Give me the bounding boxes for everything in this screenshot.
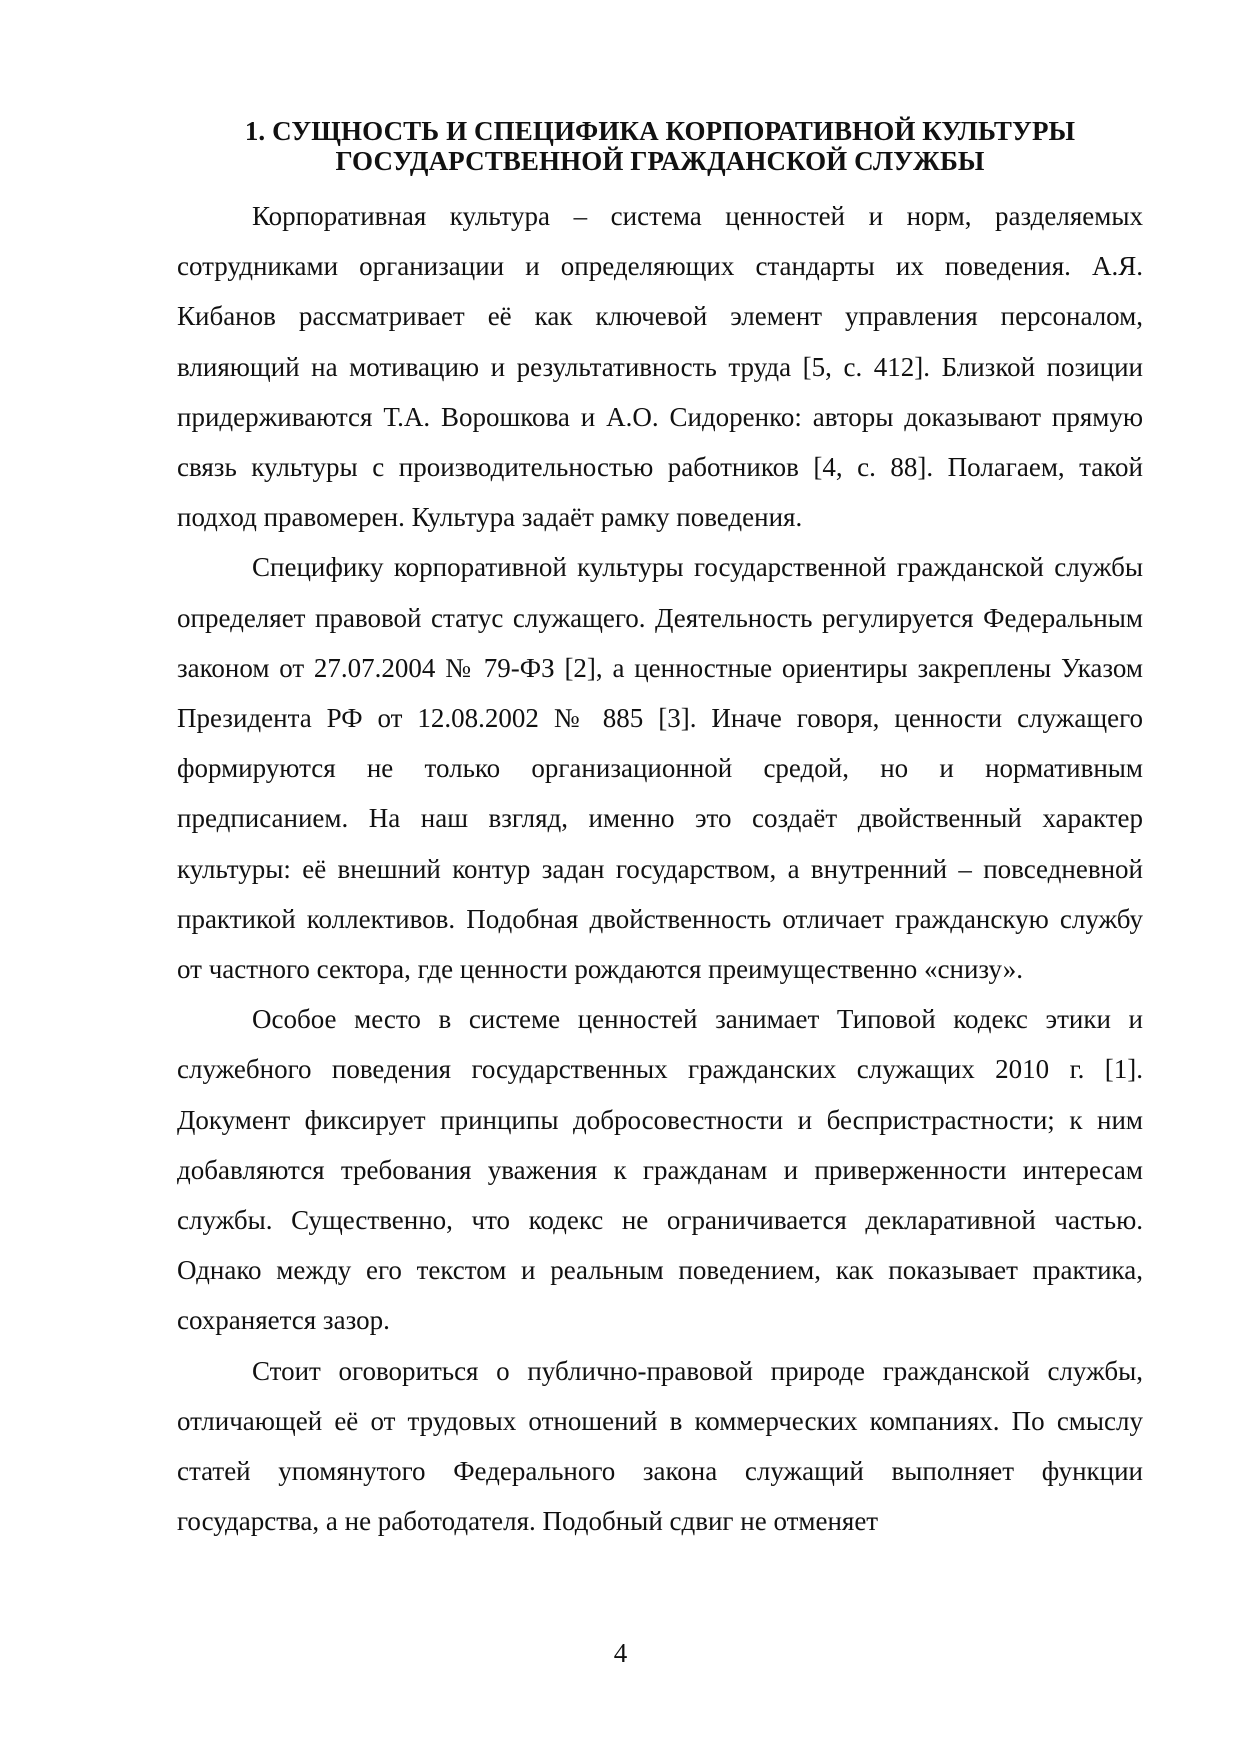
paragraph-3: Особое место в системе ценностей занимает Типовой кодекс этики и служебного поведения государственных гражданских служащих 2010 г. [1]. Документ фиксирует принципы добросовестности и беспристрастности; к ним добавляются требования уважения к гражданам и приверженности интересам службы. Существенно, что кодекс не ограничивается декларативной частью. Однако между его текстом и реальным поведением, как показывает практика, сохраняется зазор. xyxy=(177,1004,1143,1336)
page-content xyxy=(177,116,1143,1546)
section-heading xyxy=(177,116,1143,176)
section-heading-line-2: ГОСУДАРСТВЕННОЙ ГРАЖДАНСКОЙ СЛУЖБЫ xyxy=(335,146,985,176)
page-number: 4 xyxy=(613,1638,628,1668)
paragraph-1: Корпоративная культура – система ценностей и норм, разделяемых сотрудниками организации и определяющих стандарты их поведения. А.Я. Кибанов рассматривает её как ключевой элемент управления персоналом, влияющий на мотивацию и результативность труда [5, с. 412]. Близкой позиции придерживаются Т.А. Ворошкова и А.О. Сидоренко: авторы доказывают прямую связь культуры с производительностью работников [4, с. 88]. Полагаем, такой подход правомерен. Культура задаёт рамку поведения. xyxy=(177,201,1143,533)
paragraph-4: Стоит оговориться о публично-правовой природе гражданской службы, отличающей её от трудовых отношений в коммерческих компаниях. По смыслу статей упомянутого Федерального закона служащий выполняет функции государства, а не работодателя. Подобный сдвиг не отменяет xyxy=(177,1355,1143,1537)
section-heading-line-1: 1. СУЩНОСТЬ И СПЕЦИФИКА КОРПОРАТИВНОЙ КУЛЬТУРЫ xyxy=(244,116,1076,146)
paragraph-2: Специфику корпоративной культуры государственной гражданской службы определяет правовой статус служащего. Деятельность регулируется Федеральным законом от 27.07.2004 № 79-ФЗ [2], а ценностные ориентиры закреплены Указом Президента РФ от 12.08.2002 № 885 [3]. Иначе говоря, ценности служащего формируются не только организационной средой, но и нормативным предписанием. На наш взгляд, именно это создаёт двойственный характер культуры: её внешний контур задан государством, а внутренний – повседневной практикой коллективов. Подобная двойственность отличает гражданскую службу от частного сектора, где ценности рождаются преимущественно «снизу». xyxy=(177,552,1143,985)
body-text xyxy=(177,191,1143,1546)
